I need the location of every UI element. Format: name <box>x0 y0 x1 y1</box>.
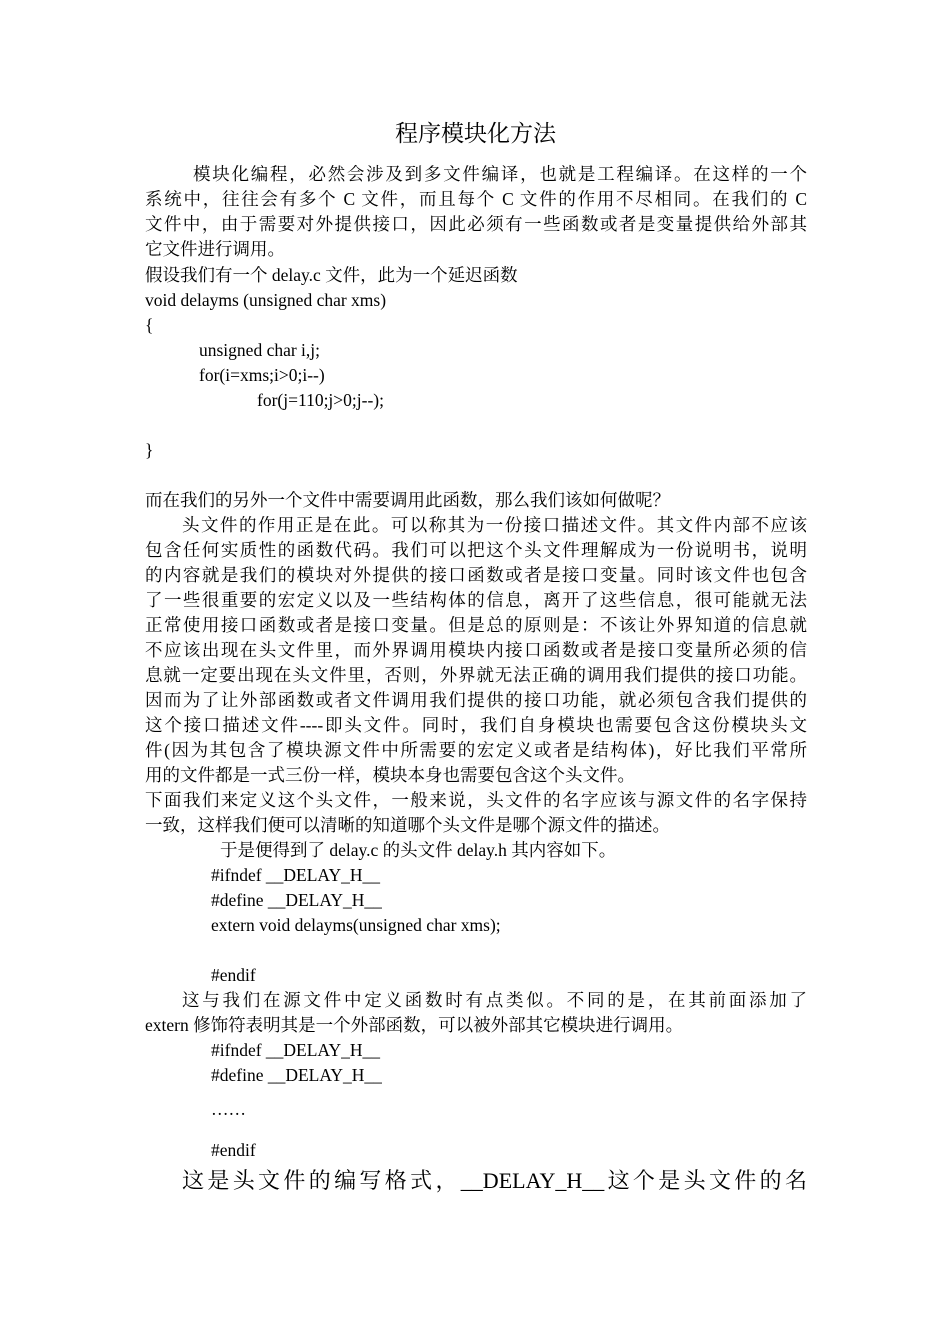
paragraph-line: extern 修饰符表明其是一个外部函数，可以被外部其它模块进行调用。 <box>145 1015 684 1035</box>
document-title: 程序模块化方法 <box>395 121 556 146</box>
paragraph-line: 因而为了让外部函数或者文件调用我们提供的接口功能，就必须包含我们提供的 <box>145 690 807 710</box>
code-line: #ifndef __DELAY_H__ <box>211 1040 380 1060</box>
paragraph-line: 文件中，由于需要对外提供接口，因此必须有一些函数或者是变量提供给外部其 <box>145 214 807 234</box>
code-line: void delayms (unsigned char xms) <box>145 290 387 310</box>
paragraph-line: 一致，这样我们便可以清晰的知道哪个头文件是哪个源文件的描述。 <box>145 815 670 835</box>
code-line: } <box>145 440 154 460</box>
paragraph-line: 它文件进行调用。 <box>145 239 285 259</box>
paragraph-line: 这与我们在源文件中定义函数时有点类似。不同的是，在其前面添加了 <box>182 990 807 1010</box>
paragraph-line: 模块化编程，必然会涉及到多文件编译，也就是工程编译。在这样的一个 <box>193 164 807 184</box>
paragraph-line: 头文件的作用正是在此。可以称其为一份接口描述文件。其文件内部不应该 <box>182 515 807 535</box>
code-line: #endif <box>211 965 256 985</box>
code-line: extern void delayms(unsigned char xms); <box>211 915 501 935</box>
paragraph-line: 件(因为其包含了模块源文件中所需要的宏定义或者是结构体)，好比我们平常所 <box>145 740 807 760</box>
code-line: unsigned char i,j; <box>199 340 321 360</box>
paragraph-line: 用的文件都是一式三份一样，模块本身也需要包含这个头文件。 <box>145 765 635 785</box>
code-line: …… <box>211 1099 246 1119</box>
paragraph-line: 这个接口描述文件----即头文件。同时，我们自身模块也需要包含这份模块头文 <box>145 715 807 735</box>
paragraph-line: 假设我们有一个 delay.c 文件，此为一个延迟函数 <box>145 265 518 285</box>
paragraph-line: 包含任何实质性的函数代码。我们可以把这个头文件理解成为一份说明书，说明 <box>145 540 807 560</box>
code-line: #ifndef __DELAY_H__ <box>211 865 380 885</box>
paragraph-line: 而在我们的另外一个文件中需要调用此函数，那么我们该如何做呢？ <box>145 490 670 510</box>
code-line: #define __DELAY_H__ <box>211 890 382 910</box>
paragraph-line: 这是头文件的编写格式，__DELAY_H__这个是头文件的名 <box>182 1168 807 1193</box>
paragraph-line: 系统中，往往会有多个 C 文件，而且每个 C 文件的作用不尽相同。在我们的 C <box>145 189 807 209</box>
code-line: #endif <box>211 1140 256 1160</box>
code-line: { <box>145 315 154 335</box>
paragraph-line: 了一些很重要的宏定义以及一些结构体的信息，离开了这些信息，很可能就无法 <box>145 590 807 610</box>
code-line: #define __DELAY_H__ <box>211 1065 382 1085</box>
paragraph-line: 正常使用接口函数或者是接口变量。但是总的原则是：不该让外界知道的信息就 <box>145 615 807 635</box>
code-line: for(i=xms;i>0;i--) <box>199 365 325 385</box>
code-line: for(j=110;j>0;j--); <box>257 390 384 410</box>
paragraph-line: 不应该出现在头文件里，而外界调用模块内接口函数或者是接口变量所必须的信 <box>145 640 807 660</box>
paragraph-line: 的内容就是我们的模块对外提供的接口函数或者是接口变量。同时该文件也包含 <box>145 565 807 585</box>
paragraph-line: 于是便得到了 delay.c 的头文件 delay.h 其内容如下。 <box>220 840 617 860</box>
paragraph-line: 下面我们来定义这个头文件，一般来说，头文件的名字应该与源文件的名字保持 <box>145 790 807 810</box>
paragraph-line: 息就一定要出现在头文件里，否则，外界就无法正确的调用我们提供的接口功能。 <box>145 665 807 685</box>
